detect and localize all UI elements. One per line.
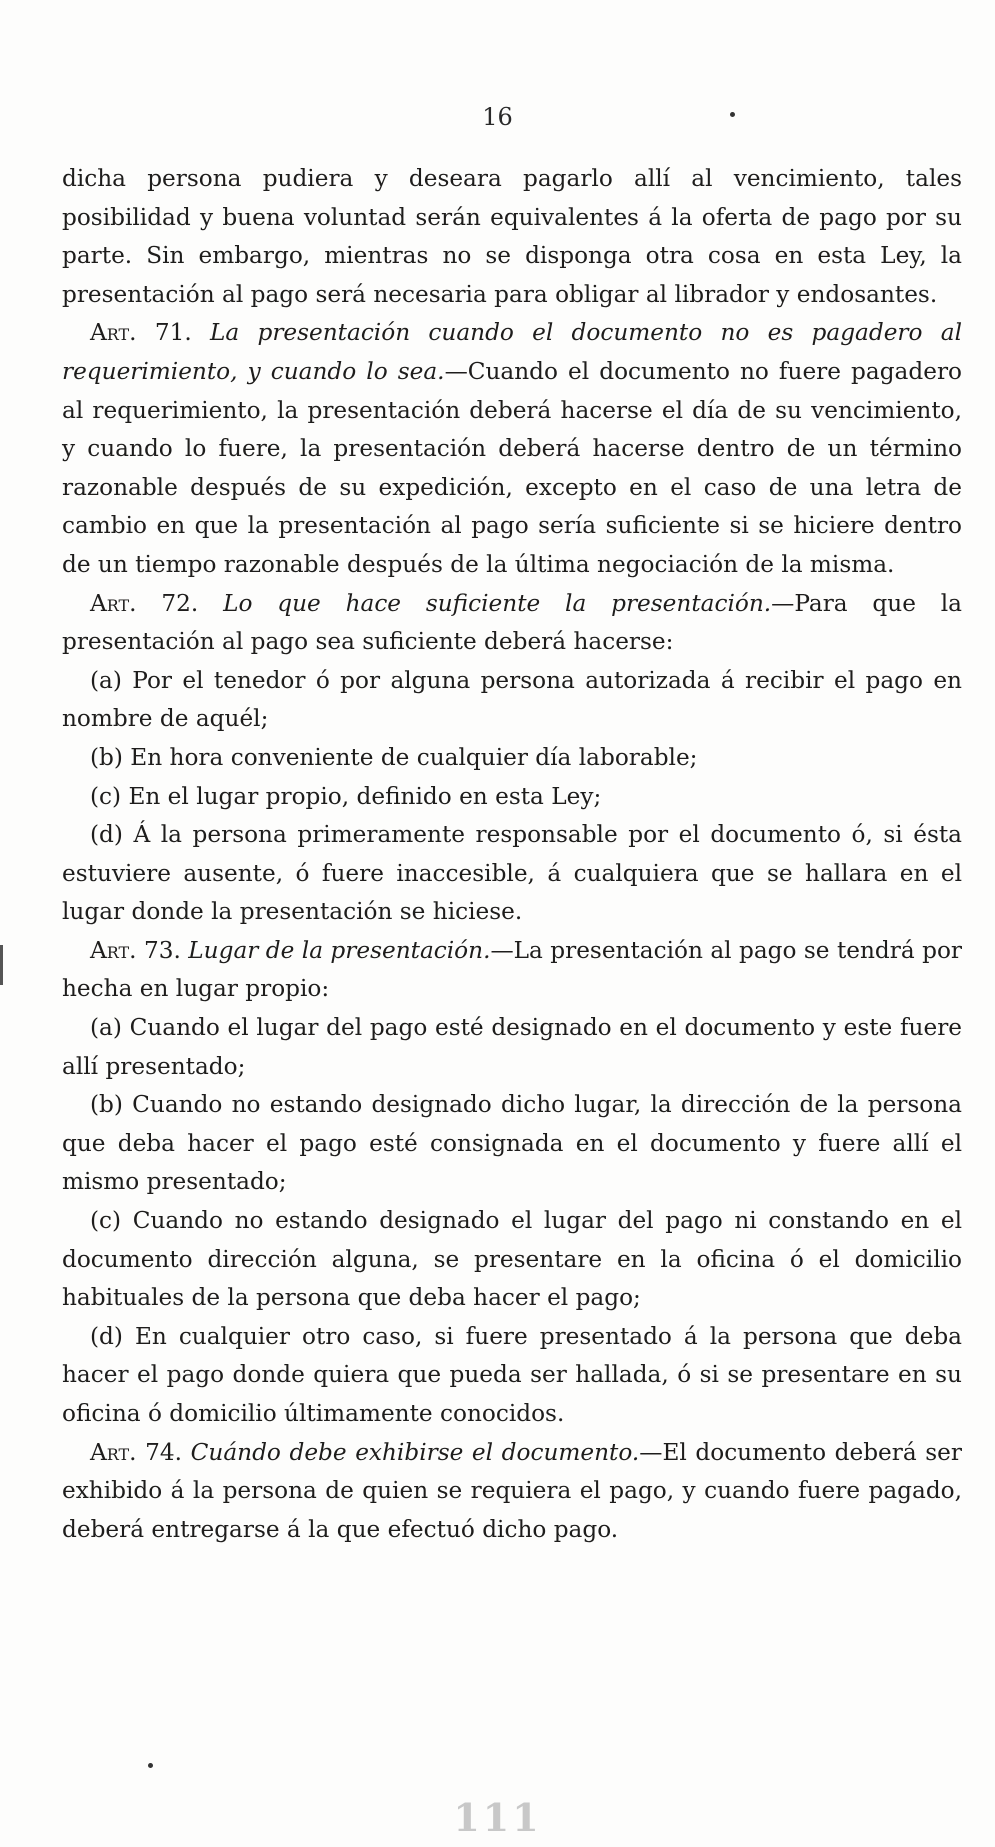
article-title: Lugar de la presentación. xyxy=(188,936,491,964)
clause-c: (c) Cuando no estando designado el lugar del pago ni constando en el documento dirección alguna, se presentare en la oficina ó el domicilio habituales de la persona que deba hacer el pago; xyxy=(62,1207,962,1312)
article-number: Art. 72. xyxy=(90,589,199,617)
article-74 xyxy=(62,1434,962,1550)
article-71 xyxy=(62,314,962,584)
article-number: Art. 74. xyxy=(90,1438,183,1466)
clause-a: (a) Por el tenedor ó por alguna persona autorizada á recibir el pago en nombre de aquél; xyxy=(62,666,962,733)
stray-dot-top xyxy=(730,112,735,117)
article-text: —La presentación al pago se tendrá por hecha en lugar propio: xyxy=(62,936,962,1003)
article-text: —El documento deberá ser exhibido á la persona de quien se requiera el pago, y cuando fuere pagado, deberá entregarse á la que efectuó dicho pago. xyxy=(62,1438,962,1543)
clause-b: (b) En hora conveniente de cualquier día laborable; xyxy=(90,743,698,771)
article-text: —Cuando el documento no fuere pagadero al requerimiento, la presentación deberá hacerse el día de su vencimiento, y cuando lo fuere, la presentación deberá hacerse dentro de un término razonable después de su expedición, excepto en el caso de una letra de cambio en que la presentación al pago sería suficiente si se hiciere dentro de un tiempo razonable después de la última negociación de la misma. xyxy=(62,357,962,578)
page-text xyxy=(62,160,962,1549)
page-number: 16 xyxy=(482,103,513,131)
article-title: Cuándo debe exhibirse el documento. xyxy=(190,1438,640,1466)
article-title: La presentación cuando el documento no es pagadero al requerimiento, y cuando lo sea. xyxy=(62,319,962,385)
stray-dot-bottom xyxy=(148,1763,153,1768)
clause-a: (a) Cuando el lugar del pago esté designado en el documento y este fuere allí presentado; xyxy=(62,1014,962,1080)
article-number: Art. 73. xyxy=(90,936,181,964)
paragraph-continuation: dicha persona pudiera y deseara pagarlo allí al vencimiento, tales posibilidad y buena voluntad serán equivalentes á la oferta de pago por su parte. Sin embargo, mientras no se disponga otra cosa en esta Ley, la presentación al pago será necesaria para obligar al librador y endosantes. xyxy=(62,165,962,308)
article-title: Lo que hace suficiente la presentación. xyxy=(223,589,772,617)
article-text: —Para que la presentación al pago sea suficiente deberá hacerse: xyxy=(62,589,962,656)
article-73 xyxy=(62,932,962,1009)
clause-b: (b) Cuando no estando designado dicho lugar, la dirección de la persona que deba hacer el pago esté consignada en el documento y fuere allí el mismo presentado; xyxy=(62,1091,962,1196)
article-number: Art. 71. xyxy=(90,319,192,347)
clause-c: (c) En el lugar propio, definido en esta Ley; xyxy=(90,782,602,810)
clause-d: (d) Á la persona primeramente responsable por el documento ó, si ésta estuviere ausente, ó fuere inaccesible, á cualquiera que se hallara en el lugar donde la presentación se hiciese. xyxy=(62,821,962,926)
margin-mark xyxy=(0,945,3,985)
clause-d: (d) En cualquier otro caso, si fuere presentado á la persona que deba hacer el pago donde quiera que pueda ser hallada, ó si se presentare en su oficina ó domicilio últimamente conocidos. xyxy=(62,1322,962,1427)
signature-mark: 111 xyxy=(453,1795,542,1840)
article-72 xyxy=(62,585,962,662)
